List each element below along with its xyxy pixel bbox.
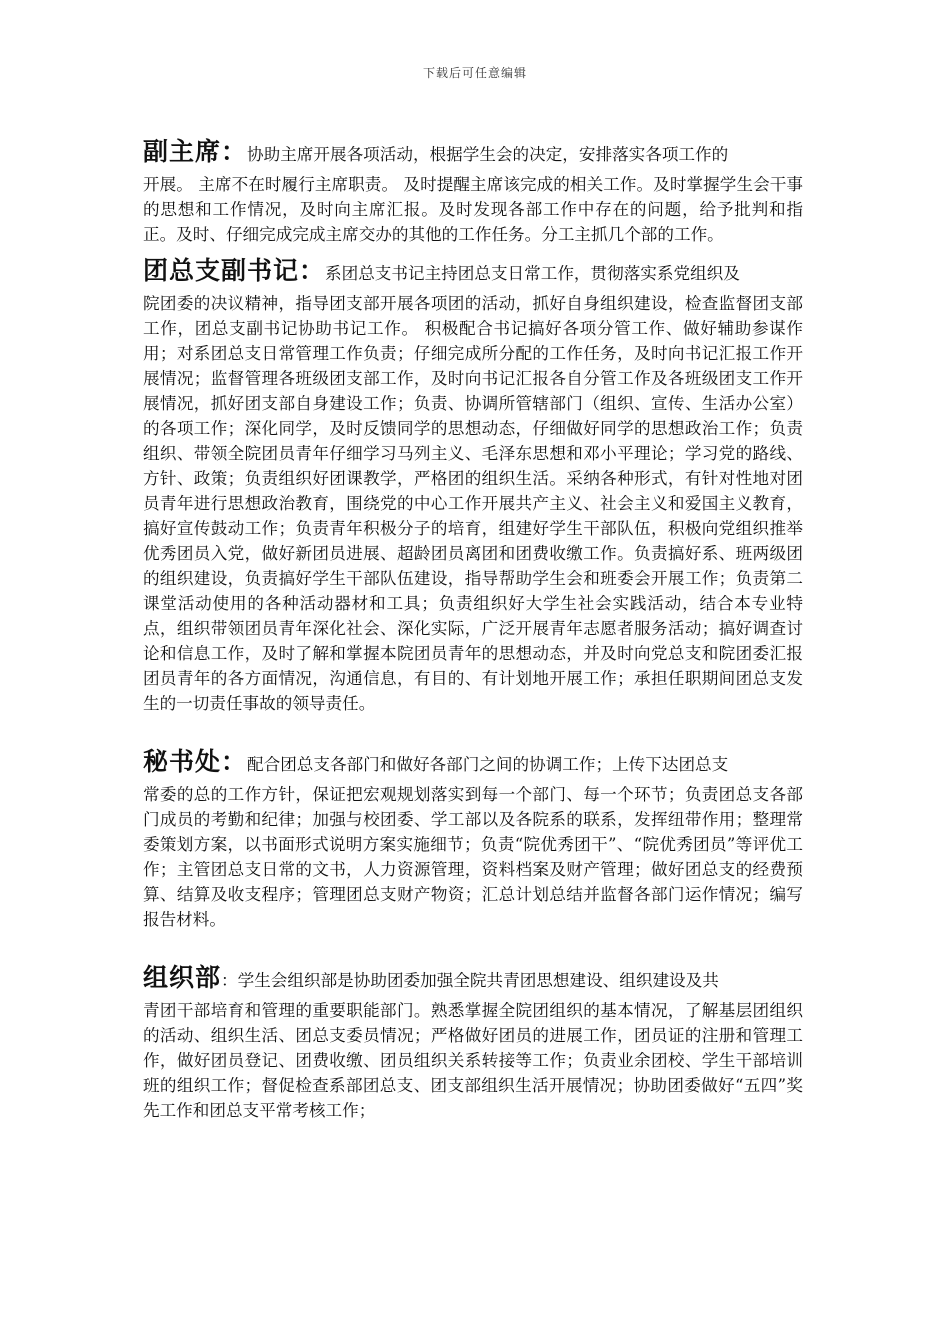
section-body-text: 常委的总的工作方针，保证把宏观规划落实到每一个部门、每一个环节；负责团总支各部门成员的考勤和纪律；加强与校团委、学工部以及各院系的联系，发挥纽带作用；整理常委策划方案，以书面形式说明方案实施细节；负责“院优秀团干”、“院优秀团员”等评优工作；主管团总支日常的文书，人力资源管理，资料档案及财产管理；做好团总支的经费预算、结算及收支程序；管理团总支财产物资；汇总计划总结并监督各部门运作情况；编写报告材料。 [143, 785, 803, 929]
section-title: 副主席： [143, 137, 248, 166]
page-header-note: 下载后可任意编辑 [422, 66, 527, 80]
section-title: 秘书处： [143, 747, 248, 776]
section-organization-dept [143, 958, 803, 1123]
section-secretariat [143, 742, 803, 932]
section-deputy-secretary [143, 251, 803, 716]
section-title: 团总支副书记： [143, 256, 326, 285]
section-gap [143, 716, 803, 742]
document-body [143, 132, 803, 1123]
section-lead-text: ：学生会组织部是协助团委加强全院共青团思想建设、组织建设及共 [221, 971, 719, 990]
section-body-text: 青团干部培育和管理的重要职能部门。熟悉掌握全院团组织的基本情况，了解基层团组织的活动、组织生活、团总支委员情况；严格做好团员的进展工作，团员证的注册和管理工作，做好团员登记、团费收缴、团员组织关系转接等工作；负责业余团校、学生干部培训班的组织工作；督促检查系部团总支、团支部组织生活开展情况；协助团委做好“五四”奖先工作和团总支平常考核工作； [143, 1001, 803, 1120]
section-lead-text: 协助主席开展各项活动，根据学生会的决定，安排落实各项工作的 [247, 145, 729, 164]
section-body-text: 院团委的决议精神，指导团支部开展各项团的活动，抓好自身组织建设，检查监督团支部工作，团总支副书记协助书记工作。 积极配合书记搞好各项分管工作、做好辅助参谋作用；对系团总支日常管理工作负责；仔细完成所分配的工作任务，及时向书记汇报工作开展情况；监督管理各班级团支部工作，及时向书记汇报各自分管工作及各班级团支工作开展情况，抓好团支部自身建设工作；负责、协调所管辖部门（组织、宣传、生活办公室）的各项工作；深化同学，及时反馈同学的思想动态，仔细做好同学的思想政治工作；负责组织、带领全院团员青年仔细学习马列主义、毛泽东思想和邓小平理论；学习党的路线、方针、政策；负责组织好团课教学，严格团的组织生活。采纳各种形式，有针对性地对团员青年进行思想政治教育，围绕党的中心工作开展共产主义、社会主义和爱国主义教育，搞好宣传鼓动工作；负责青年积极分子的培育，组建好学生干部队伍，积极向党组织推举优秀团员入党，做好新团员进展、超龄团员离团和团费收缴工作。负责搞好系、班两级团的组织建设，负责搞好学生干部队伍建设，指导帮助学生会和班委会开展工作；负责第二课堂活动使用的各种活动器材和工具；负责组织好大学生社会实践活动，结合本专业特点，组织带领团员青年深化社会、深化实际，广泛开展青年志愿者服务活动；搞好调查讨论和信息工作，及时了解和掌握本院团员青年的思想动态，并及时向党总支和院团委汇报团员青年的各方面情况，沟通信息，有目的、有计划地开展工作；承担任职期间团总支发生的一切责任事故的领导责任。 [143, 294, 803, 713]
section-lead-text: 系团总支书记主持团总支日常工作，贯彻落实系党组织及 [325, 264, 740, 283]
section-lead-text: 配合团总支各部门和做好各部门之间的协调工作；上传下达团总支 [247, 755, 729, 774]
section-title: 组织部 [143, 963, 222, 992]
section-vice-chairman [143, 132, 803, 247]
section-gap [143, 932, 803, 958]
section-body-text: 开展。 主席不在时履行主席职责。 及时提醒主席该完成的相关工作。及时掌握学生会干事的思想和工作情况，及时向主席汇报。及时发现各部工作中存在的问题，给予批判和指正。及时、仔细完成完成主席交办的其他的工作任务。分工主抓几个部的工作。 [143, 175, 803, 244]
